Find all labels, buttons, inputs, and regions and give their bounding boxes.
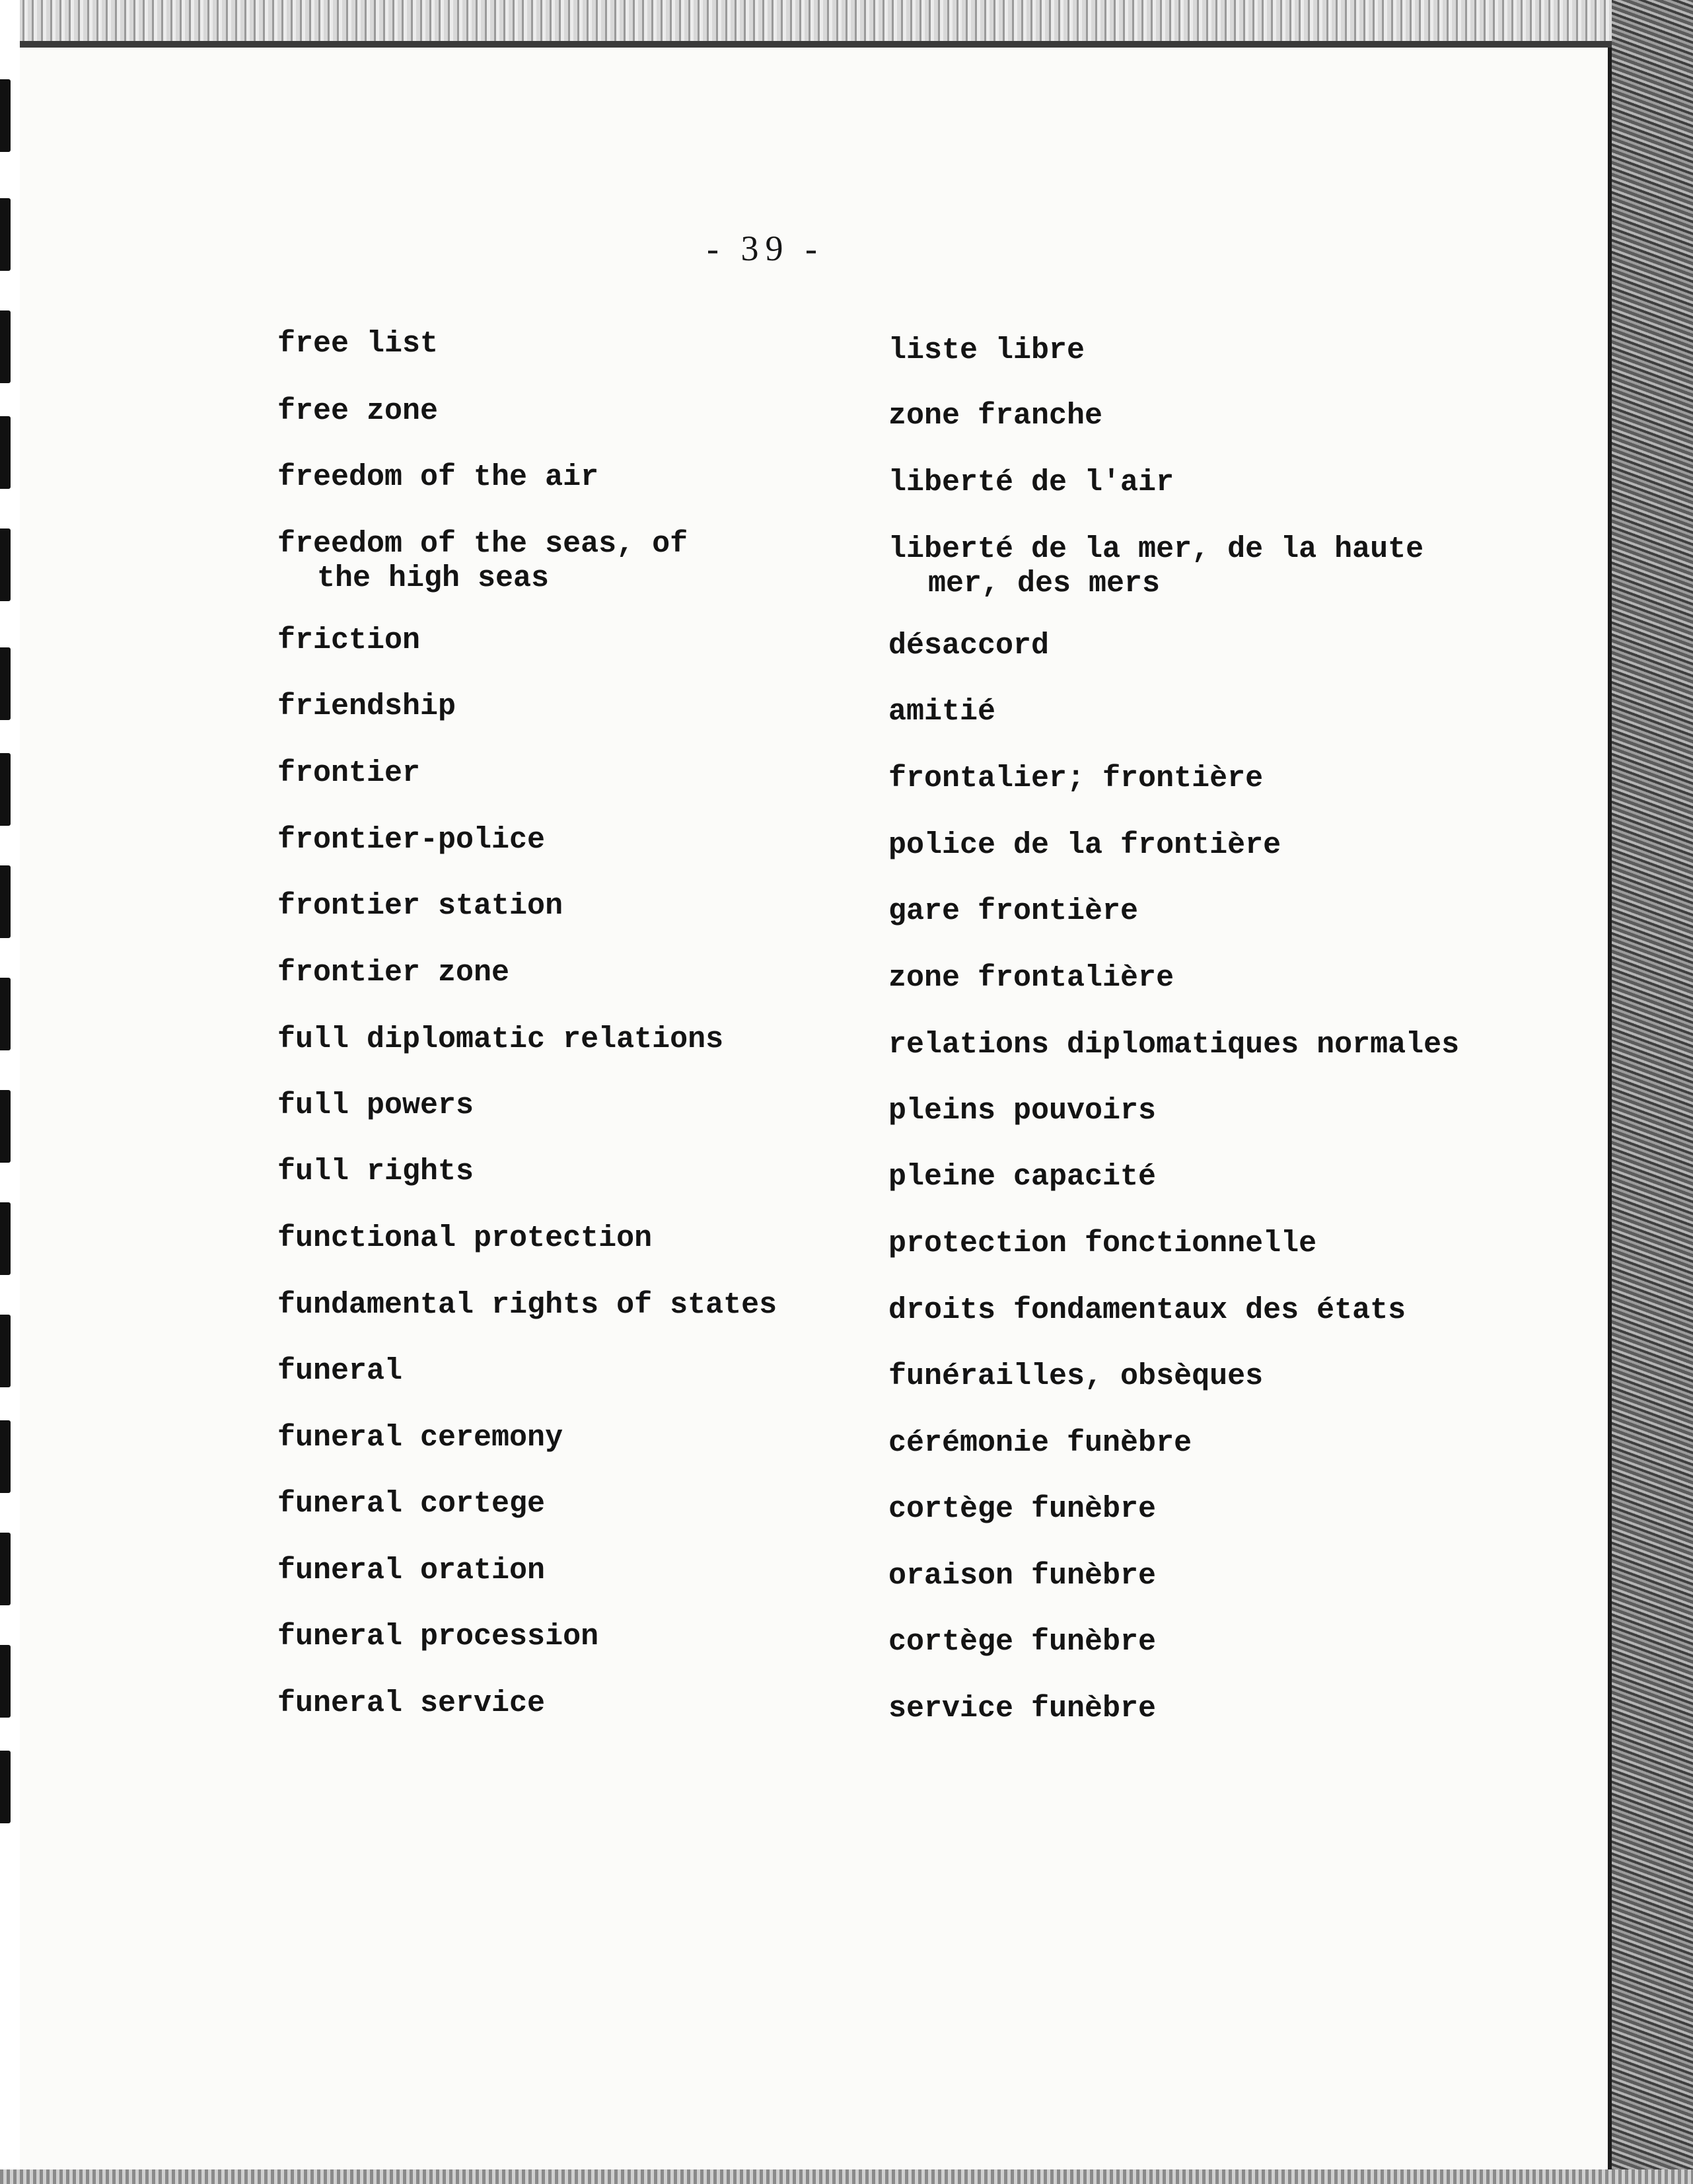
english-term: funeral service	[277, 1687, 546, 1720]
binder-mark	[0, 647, 11, 720]
english-term: frontier station	[277, 889, 563, 923]
french-term: cortège funèbre	[888, 1625, 1157, 1659]
binder-mark	[0, 753, 11, 826]
english-term: funeral ceremony	[277, 1421, 563, 1455]
english-term-continuation: the high seas	[317, 562, 550, 595]
scan-bottom-edge	[0, 2169, 1693, 2184]
french-term: service funèbre	[888, 1692, 1157, 1726]
binder-mark	[0, 1202, 11, 1275]
binder-mark	[0, 865, 11, 938]
binder-mark	[0, 1090, 11, 1163]
french-term: liste libre	[888, 334, 1085, 367]
binder-mark	[0, 1645, 11, 1718]
french-term: funérailles, obsèques	[888, 1360, 1264, 1393]
french-term: police de la frontière	[888, 828, 1281, 862]
scan-left-margin	[0, 0, 20, 2184]
english-term: freedom of the air	[277, 460, 599, 494]
english-term: funeral oration	[277, 1554, 546, 1587]
french-term: zone franche	[888, 399, 1103, 433]
french-term	[888, 532, 1423, 601]
english-term: free zone	[277, 394, 439, 428]
french-term: pleine capacité	[888, 1160, 1157, 1194]
french-term: relations diplomatiques normales	[888, 1028, 1460, 1062]
scan-top-edge	[0, 0, 1693, 46]
french-term: liberté de l'air	[888, 466, 1174, 499]
binder-mark	[0, 1315, 11, 1387]
binder-mark	[0, 1420, 11, 1493]
page-top-rule	[20, 41, 1612, 48]
binder-mark	[0, 310, 11, 383]
english-term: funeral cortege	[277, 1487, 546, 1521]
document-page	[20, 46, 1612, 2184]
french-term: pleins pouvoirs	[888, 1094, 1157, 1128]
english-term: full diplomatic relations	[277, 1023, 724, 1056]
english-term: full rights	[277, 1155, 474, 1188]
binder-mark	[0, 416, 11, 489]
english-term: functional protection	[277, 1221, 653, 1255]
binder-mark	[0, 978, 11, 1050]
english-term: funeral	[277, 1354, 403, 1388]
binder-mark	[0, 1751, 11, 1823]
binder-mark	[0, 198, 11, 271]
french-term: cérémonie funèbre	[888, 1426, 1192, 1460]
french-term-line: liberté de la mer, de la haute	[888, 532, 1424, 566]
french-term: droits fondamentaux des états	[888, 1293, 1406, 1327]
page-number: - 39 -	[707, 229, 824, 268]
french-term: amitié	[888, 695, 996, 729]
english-term: funeral procession	[277, 1620, 599, 1654]
english-term: friendship	[277, 690, 456, 723]
binder-mark	[0, 1533, 11, 1605]
french-term: cortège funèbre	[888, 1492, 1157, 1526]
english-term: friction	[277, 624, 421, 657]
french-term: oraison funèbre	[888, 1559, 1157, 1593]
english-term: frontier zone	[277, 956, 510, 990]
english-term-line: freedom of the seas, of	[277, 527, 688, 561]
french-term: protection fonctionnelle	[888, 1227, 1317, 1260]
english-term: full powers	[277, 1089, 474, 1122]
english-term: free list	[277, 327, 439, 361]
french-term-continuation: mer, des mers	[928, 567, 1161, 601]
english-term	[277, 527, 688, 596]
english-term: frontier	[277, 756, 421, 790]
french-term: gare frontière	[888, 894, 1139, 928]
french-term: zone frontalière	[888, 961, 1174, 995]
english-term: fundamental rights of states	[277, 1288, 777, 1322]
binder-mark	[0, 528, 11, 601]
french-term: frontalier; frontière	[888, 762, 1264, 795]
french-term: désaccord	[888, 629, 1050, 663]
binder-mark	[0, 79, 11, 152]
english-term: frontier-police	[277, 823, 546, 857]
scan-right-edge	[1612, 0, 1693, 2184]
